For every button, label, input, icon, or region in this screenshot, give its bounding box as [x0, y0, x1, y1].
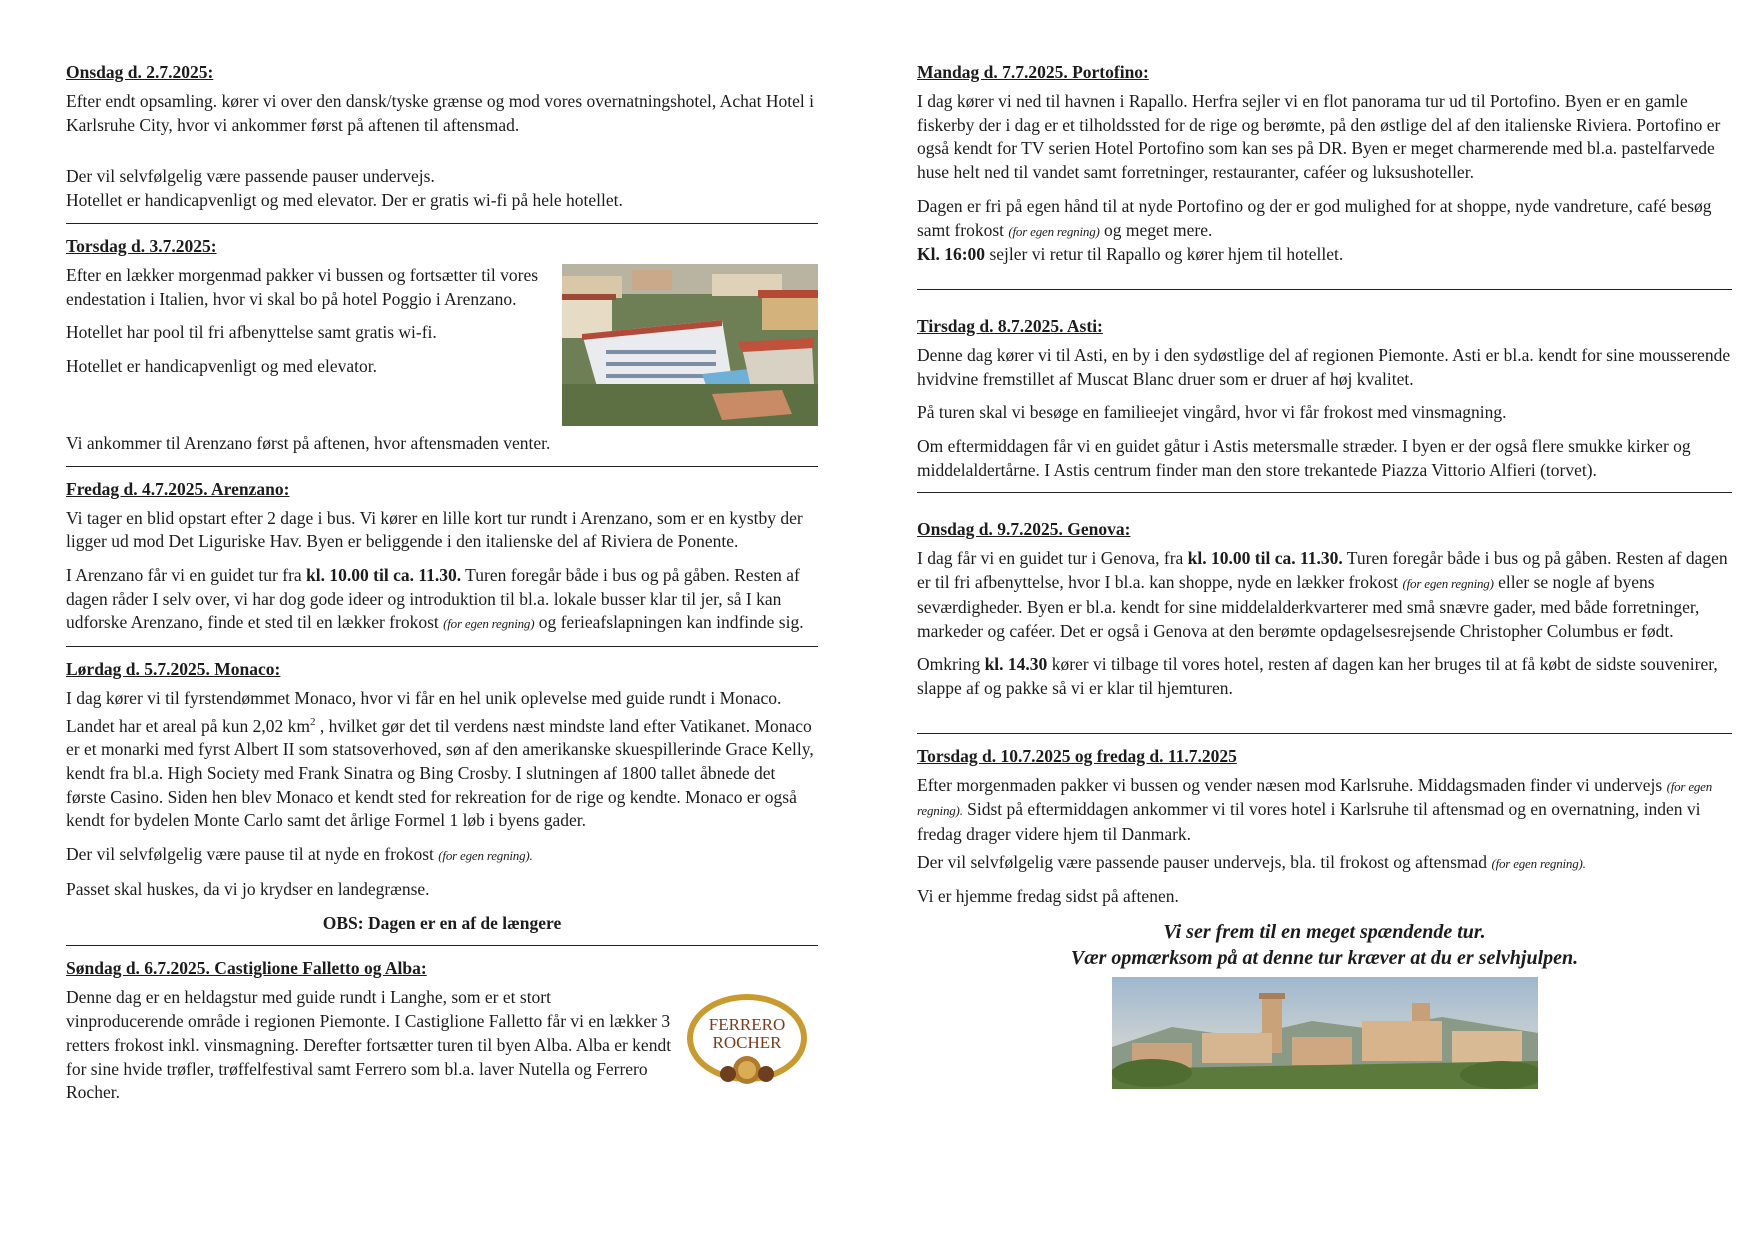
- right-column: [917, 52, 1732, 1089]
- text: og meget mere.: [1099, 219, 1213, 240]
- paragraph: [66, 687, 818, 833]
- left-column: [66, 52, 818, 1115]
- paragraph: Denne dag kører vi til Asti, en by i den sydøstlige del af regionen Piemonte. Asti er bl.a. kendt for sine mousserende hvidvine fremstillet af Muscat Blanc druer som er druer af høj kvalitet.: [917, 344, 1731, 389]
- payment-note: (for egen regning).: [917, 778, 1713, 819]
- time-highlight: kl. 10.00 til ca. 11.30.: [306, 564, 462, 585]
- closing-message: [917, 919, 1732, 971]
- day-title: Søndag d. 6.7.2025. Castiglione Falletto og Alba:: [66, 958, 427, 979]
- text: Sidst på eftermiddagen ankommer vi til vores hotel i Karlsruhe til aftensmad og en overnatning, inden vi fredag drager videre hjem til Danmark.: [917, 799, 1701, 845]
- text: Turen foregår både i bus og på gåben. Resten af dagen er til fri afbenyttelse, hvor I bl.a. kan shoppe, nyde en lækker frokost: [917, 548, 1728, 593]
- paragraph: [917, 243, 1732, 267]
- text: Der vil selvfølgelig være pause til at nyde en frokost: [66, 844, 439, 865]
- payment-note: (for egen regning): [1402, 576, 1494, 592]
- section-divider: [66, 223, 818, 224]
- payment-note: (for egen regning): [1008, 223, 1100, 239]
- text: Omkring: [917, 654, 985, 675]
- paragraph: På turen skal vi besøge en familieejet vingård, hvor vi får frokost med vinsmagning.: [917, 402, 1507, 423]
- section-divider: [66, 466, 818, 467]
- paragraph: Vi tager en blid opstart efter 2 dage i bus. Vi kører en lille kort tur rundt i Arenzano, som er en kystby der ligger ud mod Det Liguriske Hav. Byen er beliggende i den italienske del af Riviera de Ponente.: [66, 507, 803, 552]
- section-divider: [917, 492, 1732, 493]
- paragraph: [917, 851, 1732, 876]
- closing-line: Vi ser frem til en meget spændende tur.: [1163, 921, 1486, 944]
- section-divider: [917, 289, 1732, 290]
- paragraph: Efter en lækker morgenmad pakker vi bussen og fortsætter til vores endestation i Italien, hvor vi skal bo på hotel Poggio i Arenzano.: [66, 264, 539, 309]
- day-title: Onsdag d. 2.7.2025:: [66, 62, 214, 82]
- section-divider: [66, 646, 818, 647]
- ferrero-rocher-logo: [684, 992, 810, 1093]
- paragraph: [917, 195, 1732, 243]
- paragraph: I dag kører vi ned til havnen i Rapallo. Herfra sejler vi en flot panorama tur ud til Portofino. Byen er en gamle fiskerby der i dag er et tilholdssted for de rige og berømte, på den østlige del af den italienske Riviera. Portofino er også kendt for TV serien Hotel Portofino som kan ses på DR. Byen er meget charmerende med bl.a. pastelfarvede huse helt ned til vandet samt forretninger, restauranter, caféer og luksushoteller.: [917, 91, 1721, 183]
- day-onsdag-2-7: [66, 60, 818, 213]
- paragraph: [917, 653, 1732, 700]
- paragraph: Hotellet har pool til fri afbenyttelse samt gratis wi-fi.: [66, 322, 437, 343]
- text: kører vi tilbage til vores hotel, resten af dagen kan her bruges til at få købt de sidste souvenirer, slappe af og pakke så vi er klar til hjemturen.: [917, 654, 1718, 698]
- day-sondag-6-7: [66, 956, 818, 1105]
- paragraph: Hotellet er handicapvenligt og med elevator.: [66, 355, 378, 376]
- day-title: Tirsdag d. 8.7.2025. Asti:: [917, 315, 1103, 336]
- paragraph: Passet skal huskes, da vi jo krydser en landegrænse.: [66, 878, 430, 899]
- paragraph: [66, 843, 818, 868]
- text: Der vil selvfølgelig være passende pauser undervejs, bla. til frokost og aftensmad: [917, 851, 1492, 872]
- time-highlight: kl. 10.00 til ca. 11.30.: [1187, 548, 1343, 569]
- text: Efter morgenmaden pakker vi bussen og vender næsen mod Karlsruhe. Middagsmaden finder vi undervejs: [917, 774, 1667, 795]
- paragraph: Denne dag er en heldagstur med guide rundt i Langhe, som er et stort vinproducerende område i regionen Piemonte. I Castiglione Falletto får vi en lækker 3 retters frokost inkl. vinsmagning. Derefter fortsætter turen til byen Alba. Alba er kendt for sine hvide trøfler, trøffelfestival samt Ferrero som bl.a. laver Nutella og Ferrero Rocher.: [66, 987, 672, 1103]
- text: I dag kører vi til fyrstendømmet Monaco, hvor vi får en hel unik oplevelse med guide rundt i Monaco. Landet har et areal på kun 2,02 km: [66, 688, 782, 736]
- hotel-poggio-photo: [562, 264, 818, 426]
- text: Dagen er fri på egen hånd til at nyde Portofino og der er god mulighed for at shoppe, nyde vandreture, café besøg samt frokost: [917, 195, 1712, 240]
- day-title: Lørdag d. 5.7.2025. Monaco:: [66, 659, 281, 680]
- text: Turen foregår både i bus og på gåben. Resten af dagen råder I selv over, vi har dog gode ideer og introduktion til bl.a. lokale busser klar til jer, så I kan udforske Arenzano, finde et sted til en lækker frokost: [66, 564, 800, 633]
- italian-town-photo: [1112, 977, 1538, 1089]
- paragraph: [917, 547, 1732, 643]
- day-mandag-7-7: [917, 60, 1732, 267]
- section-divider: [917, 733, 1732, 734]
- day-title: Mandag d. 7.7.2025. Portofino:: [917, 62, 1149, 82]
- paragraph: Hotellet er handicapvenligt og med elevator. Der er gratis wi-fi på hele hotellet.: [66, 190, 623, 211]
- text: , hvilket gør det til verdens næst mindste land efter Vatikanet. Monaco er et monarki med fyrst Albert II som statsoverhoved, søn af den amerikanske skuespillerinde Grace Kelly, kendt fra bl.a. High Society med Frank Sinatra og Bing Crosby. I slutningen af 1800 tallet åbnede det første Casino. Siden hen blev Monaco et kendt sted for rekreation for de rige og kendte. Monaco er også kendt for bydelen Monte Carlo samt det årlige Formel 1 løb i byens gader.: [66, 715, 814, 831]
- day-lordag-5-7: [66, 657, 818, 935]
- text: og ferieafslapningen kan indfinde sig.: [534, 612, 804, 633]
- closing-line: Vær opmærksom på at denne tur kræver at du er selvhjulpen.: [1070, 947, 1579, 970]
- payment-note: (for egen regning).: [438, 848, 533, 864]
- logo-text: ROCHER: [712, 1033, 782, 1053]
- payment-note: (for egen regning).: [1491, 855, 1586, 871]
- day-title: Fredag d. 4.7.2025. Arenzano:: [66, 478, 290, 499]
- text: eller se nogle af byens seværdigheder. Byen er bl.a. kendt for sine middelalderkvarterer med små snævre gader, med både forretninger, markeder og caféer. Det er også i Genova at den berømte opdagelsesrejsende Christopher Columbus er født.: [917, 572, 1700, 641]
- logo-text: FERRERO: [708, 1015, 786, 1035]
- time-highlight: Kl. 16:00: [917, 244, 986, 265]
- day-tirsdag-8-7: [917, 314, 1732, 483]
- text: I dag får vi en guidet tur i Genova, fra: [917, 548, 1188, 569]
- day-torsdag-10-7: [917, 744, 1732, 910]
- day-fredag-4-7: [66, 477, 818, 637]
- paragraph: [66, 564, 818, 636]
- superscript: 2: [309, 715, 316, 728]
- section-divider: [66, 945, 818, 946]
- paragraph: Der vil selvfølgelig være passende pauser undervejs.: [66, 166, 435, 187]
- day-torsdag-3-7: [66, 234, 818, 456]
- day-title: Torsdag d. 10.7.2025 og fredag d. 11.7.2025: [917, 745, 1237, 766]
- day-onsdag-9-7: [917, 517, 1732, 700]
- paragraph: Vi ankommer til Arenzano først på aftenen, hvor aftensmaden venter.: [66, 432, 551, 453]
- paragraph: [917, 774, 1732, 847]
- text: I Arenzano får vi en guidet tur fra: [66, 564, 307, 585]
- text: sejler vi retur til Rapallo og kører hjem til hotellet.: [985, 244, 1344, 265]
- time-highlight: kl. 14.30: [984, 654, 1048, 675]
- paragraph: Vi er hjemme fredag sidst på aftenen.: [917, 886, 1179, 907]
- paragraph: Om eftermiddagen får vi en guidet gåtur i Astis metersmalle stræder. I byen er der også flere smukke kirker og middelaldertårne. I Astis centrum finder man den store trekantede Piazza Vittorio Alfieri (torvet).: [917, 436, 1691, 480]
- paragraph: Efter endt opsamling. kører vi over den dansk/tyske grænse og mod vores overnatningshotel, Achat Hotel i Karlsruhe City, hvor vi ankommer først på aftenen til aftensmad.: [66, 91, 814, 135]
- payment-note: (for egen regning): [443, 616, 535, 632]
- day-title: Onsdag d. 9.7.2025. Genova:: [917, 519, 1131, 540]
- obs-note: OBS: Dagen er en af de længere: [322, 913, 562, 934]
- day-title: Torsdag d. 3.7.2025:: [66, 235, 217, 256]
